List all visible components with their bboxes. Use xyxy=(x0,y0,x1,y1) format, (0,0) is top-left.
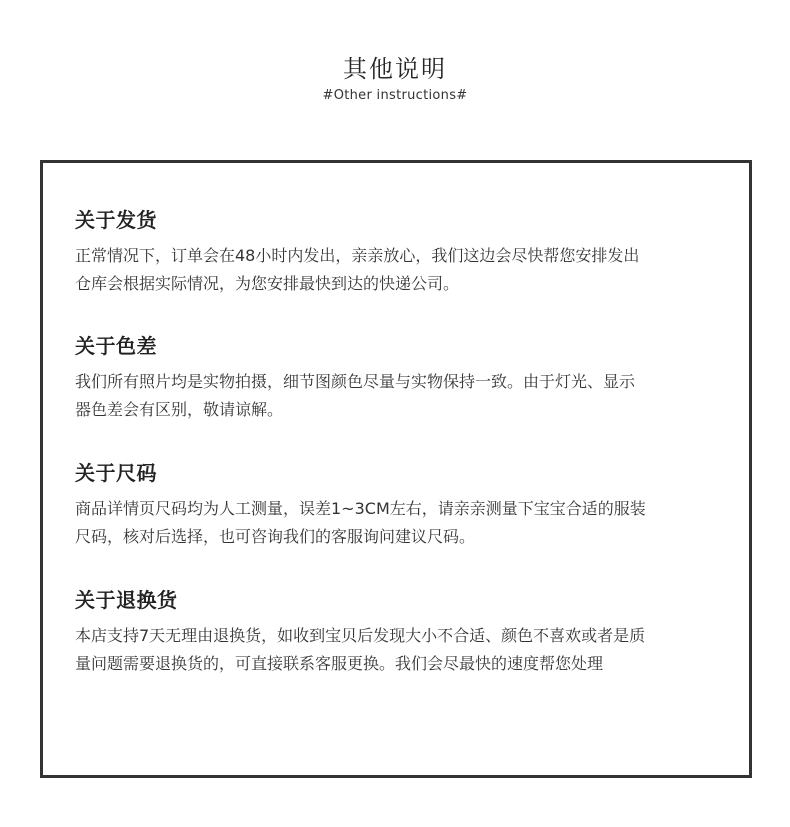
section-line: 正常情况下，订单会在48小时内发出，亲亲放心，我们这边会尽快帮您安排发出 xyxy=(75,246,640,265)
section-line: 器色差会有区别，敬请谅解。 xyxy=(75,400,284,419)
section-color-difference xyxy=(75,331,735,424)
page-title: 其他说明 xyxy=(343,55,447,83)
section-line: 仓库会根据实际情况，为您安排最快到达的快递公司。 xyxy=(75,274,460,293)
section-body xyxy=(75,495,735,551)
instructions-frame xyxy=(40,160,752,778)
section-size xyxy=(75,458,735,551)
section-line: 量问题需要退换货的，可直接联系客服更换。我们会尽最快的速度帮您处理 xyxy=(75,654,604,673)
page-subtitle: #Other instructions# xyxy=(322,88,468,103)
section-returns xyxy=(75,585,735,678)
section-title: 关于尺码 xyxy=(75,461,157,485)
section-title: 关于色差 xyxy=(75,334,157,358)
section-body xyxy=(75,242,735,298)
section-title: 关于发货 xyxy=(75,208,157,232)
page-header xyxy=(0,52,790,105)
section-body xyxy=(75,622,735,678)
section-shipping xyxy=(75,205,735,298)
section-title: 关于退换货 xyxy=(75,588,178,612)
section-line: 本店支持7天无理由退换货，如收到宝贝后发现大小不合适、颜色不喜欢或者是质 xyxy=(75,626,646,645)
section-line: 我们所有照片均是实物拍摄，细节图颜色尽量与实物保持一致。由于灯光、显示 xyxy=(75,372,636,391)
section-line: 尺码，核对后选择，也可咨询我们的客服询问建议尺码。 xyxy=(75,527,476,546)
section-line: 商品详情页尺码均为人工测量，误差1~3CM左右，请亲亲测量下宝宝合适的服装 xyxy=(75,499,646,518)
section-body xyxy=(75,368,735,424)
